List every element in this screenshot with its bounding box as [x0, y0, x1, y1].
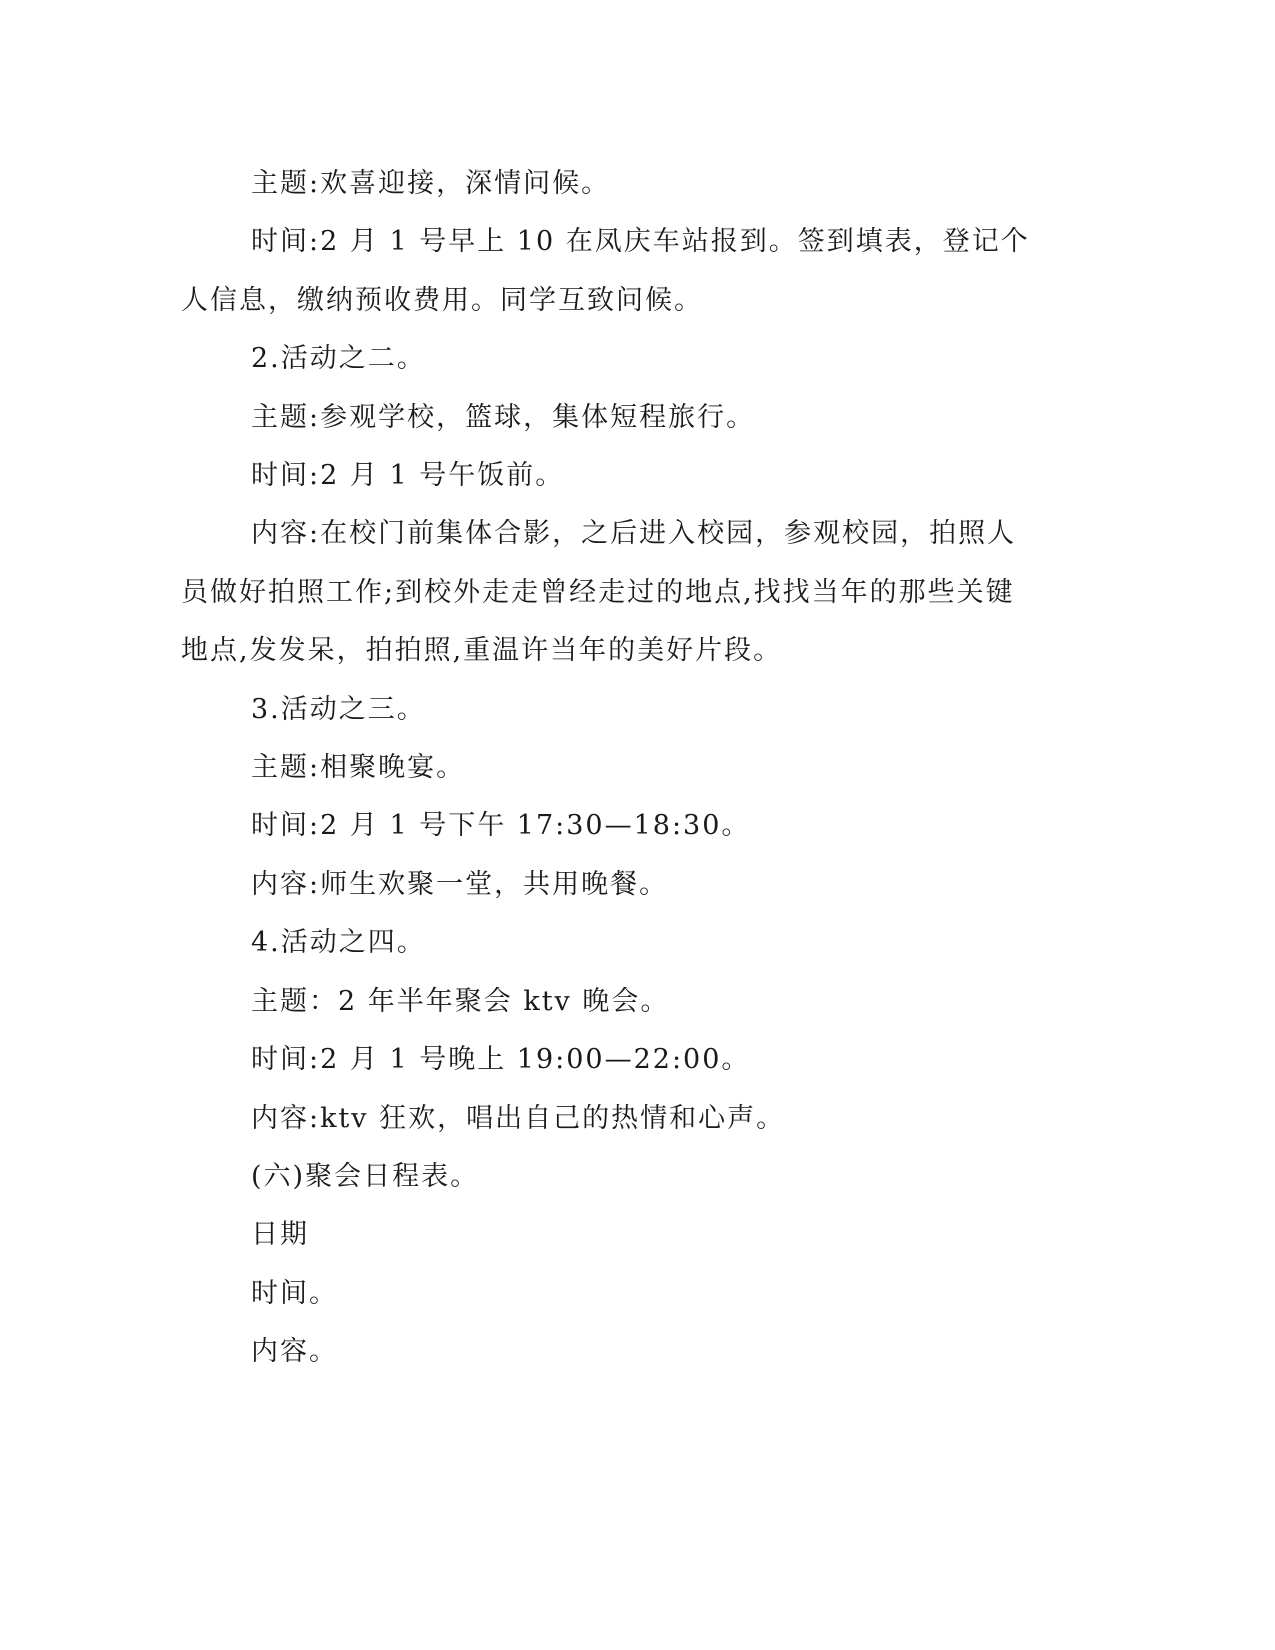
- paragraph-content-school-visit: 内容:在校门前集体合影，之后进入校园，参观校园，拍照人员做好拍照工作;到校外走走曾经走过的地点,找找当年的那些关键地点,发发呆，拍拍照,重温许当年的美好片段。: [181, 518, 1017, 667]
- document-body: [181, 155, 1041, 1382]
- heading-activity-4: 4.活动之四。: [251, 927, 426, 959]
- paragraph-content-ktv: 内容:ktv 狂欢，唱出自己的热情和心声。: [251, 1102, 786, 1134]
- paragraph-time-before-lunch: 时间:2 月 1 号午饭前。: [251, 460, 565, 492]
- schedule-label-date: 日期: [251, 1219, 309, 1251]
- paragraph-content-dinner: 内容:师生欢聚一堂，共用晚餐。: [251, 868, 669, 900]
- heading-activity-2: 2.活动之二。: [251, 343, 426, 375]
- paragraph-theme-school-visit: 主题:参观学校，篮球，集体短程旅行。: [251, 401, 756, 433]
- paragraph-time-ktv: 时间:2 月 1 号晚上 19:00—22:00。: [251, 1044, 751, 1076]
- paragraph-time-registration: 时间:2 月 1 号早上 10 在凤庆车站报到。签到填表，登记个人信息，缴纳预收费用。同学互致问候。: [181, 226, 1030, 316]
- heading-activity-3: 3.活动之三。: [251, 693, 426, 725]
- heading-schedule: (六)聚会日程表。: [251, 1160, 480, 1192]
- paragraph-theme-ktv: 主题：2 年半年聚会 ktv 晚会。: [251, 985, 670, 1017]
- paragraph-theme-welcome: 主题:欢喜迎接，深情问候。: [251, 168, 611, 199]
- paragraph-time-dinner: 时间:2 月 1 号下午 17:30—18:30。: [251, 810, 751, 842]
- schedule-label-content: 内容。: [251, 1336, 338, 1368]
- paragraph-theme-dinner: 主题:相聚晚宴。: [251, 752, 466, 784]
- schedule-label-time: 时间。: [251, 1277, 338, 1309]
